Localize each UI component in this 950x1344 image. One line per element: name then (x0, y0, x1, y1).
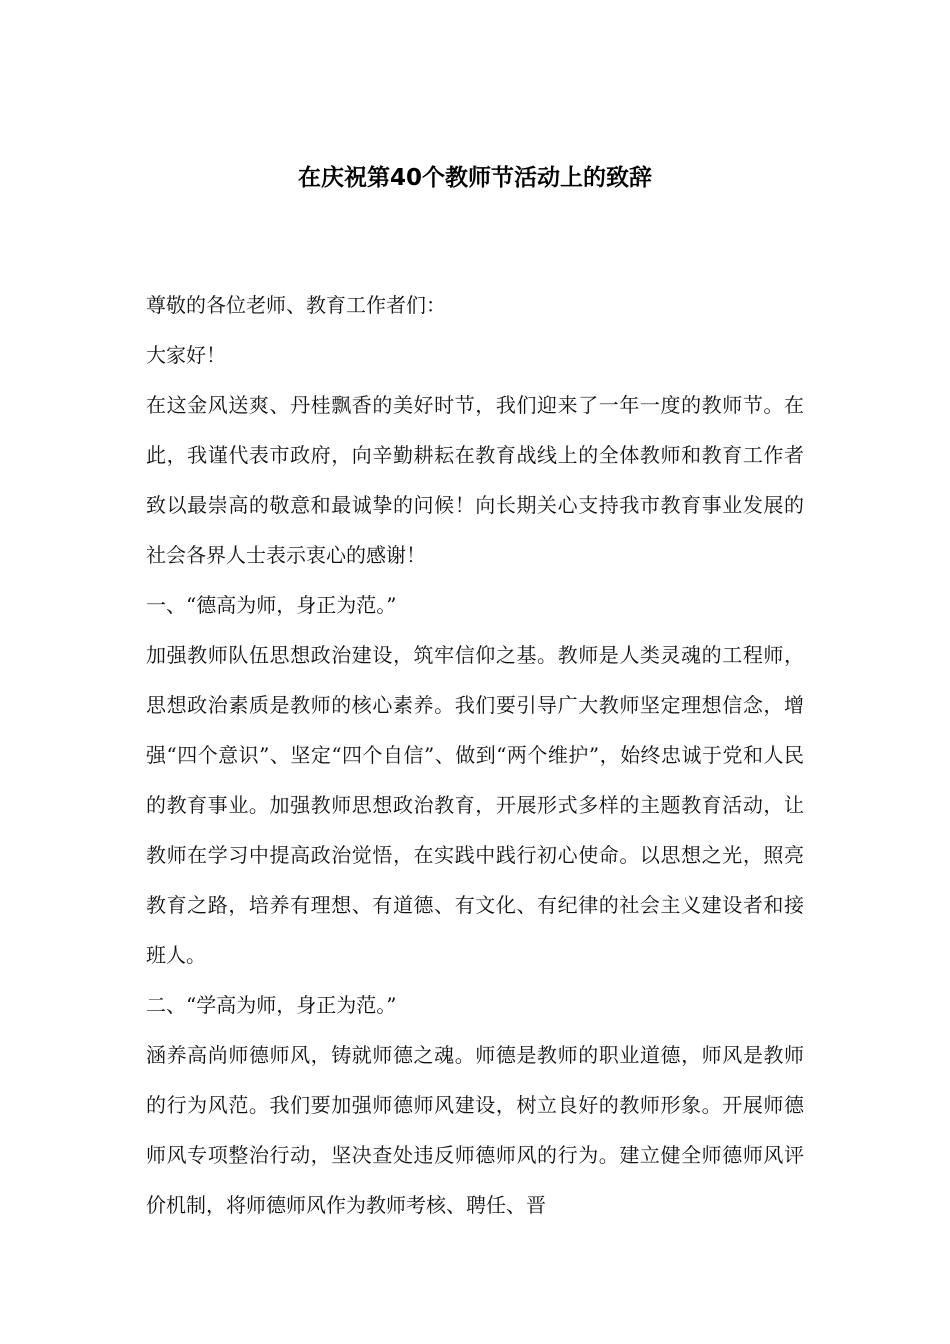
section-heading-2: 二、“学高为师，身正为范。” (146, 993, 397, 1017)
salutation: 尊敬的各位老师、教育工作者们： (146, 293, 446, 317)
opening-paragraph: 在这金风送爽、丹桂飘香的美好时节，我们迎来了一年一度的教师节。在此，我谨代表市政府，向辛勤耕耘在教育战线上的全体教师和教育工作者致以最崇高的敬意和最诚挚的问候！向长期关心支持我市教育事业发展的社会各界人士表示衷心的感谢！ (146, 393, 804, 567)
document-title: 在庆祝第40个教师节活动上的致辞 (297, 165, 652, 191)
section-paragraph-2: 涵养高尚师德师风，铸就师德之魂。师德是教师的职业道德，师风是教师的行为风范。我们要加强师德师风建设，树立良好的教师形象。开展师德师风专项整治行动，坚决查处违反师德师风的行为。建立健全师德师风评价机制，将师德师风作为教师考核、聘任、晋 (146, 1043, 804, 1217)
document-body (146, 280, 804, 1230)
greeting: 大家好！ (146, 343, 226, 367)
section-heading-1: 一、“德高为师，身正为范。” (146, 593, 397, 617)
section-paragraph-1: 加强教师队伍思想政治建设，筑牢信仰之基。教师是人类灵魂的工程师，思想政治素质是教师的核心素养。我们要引导广大教师坚定理想信念，增强“四个意识”、坚定“四个自信”、做到“两个维护”，始终忠诚于党和人民的教育事业。加强教师思想政治教育，开展形式多样的主题教育活动，让教师在学习中提高政治觉悟，在实践中践行初心使命。以思想之光，照亮教育之路，培养有理想、有道德、有文化、有纪律的社会主义建设者和接班人。 (146, 643, 804, 967)
